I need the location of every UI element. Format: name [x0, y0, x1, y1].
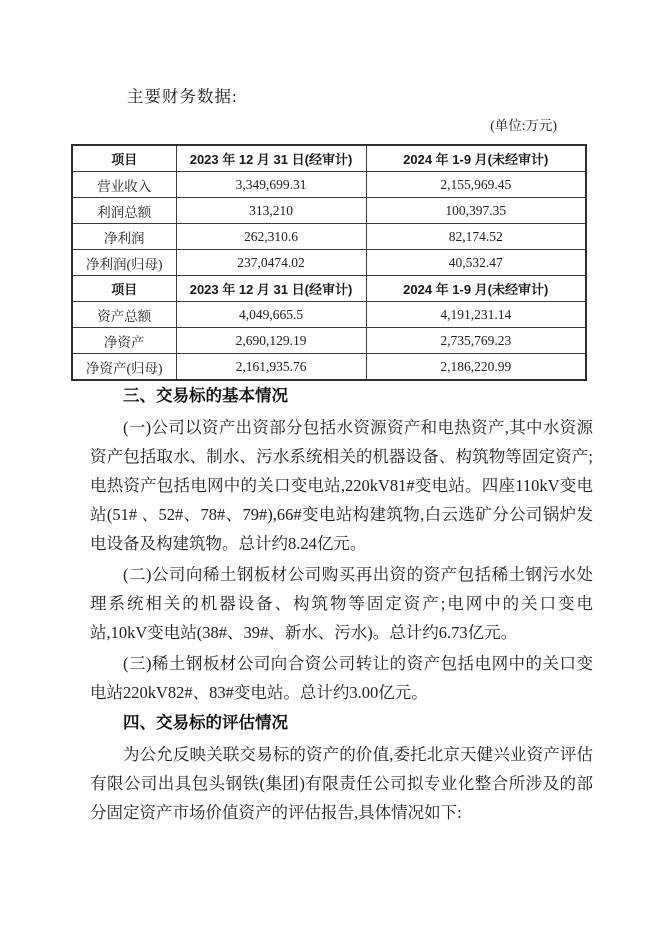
table-header-cell: 2024 年 1-9 月(未经审计)	[366, 276, 586, 302]
section-heading-3: 三、交易标的基本情况	[123, 387, 288, 405]
table-row	[72, 250, 586, 276]
paragraph: 为公允反映关联交易标的资产的价值,委托北京天健兴业资产评估有限公司出具包头钢铁(集团)有限责任公司拟专业化整合所涉及的部分固定资产市场价值资产的评估报告,具体情况如下:	[90, 745, 593, 822]
table-cell: 营业收入	[72, 172, 176, 198]
table-cell: 4,049,665.5	[176, 302, 366, 328]
table-row	[72, 198, 586, 224]
paragraph: (二)公司向稀土钢板材公司购买再出资的资产包括稀土钢污水处理系统相关的机器设备、构筑物等固定资产;电网中的关口变电站,10kV变电站(38#、39#、新水、污水)。总计约6.73亿元。	[90, 565, 593, 642]
paragraph: (一)公司以资产出资部分包括水资源资产和电热资产,其中水资源资产包括取水、制水、污水系统相关的机器设备、构筑物等固定资产;电热资产包括电网中的关口变电站,220kV81#变电站。四座110kV变电站(51# 、52#、78#、79#),66#变电站构建筑物,白云选矿分公司锅炉发电设备及构建筑物。总计约8.24亿元。	[90, 418, 593, 553]
table-cell: 净利润(归母)	[72, 250, 176, 276]
financial-table	[71, 144, 587, 381]
table-cell: 净利润	[72, 224, 176, 250]
unit-note: (单位:万元)	[490, 118, 557, 133]
table-header-row	[72, 145, 586, 172]
table-header-cell: 2023 年 12 月 31 日(经审计)	[176, 276, 366, 302]
table-cell: 净资产(归母)	[72, 354, 176, 381]
table-row	[72, 172, 586, 198]
table-row	[72, 328, 586, 354]
table-cell: 4,191,231.14	[366, 302, 586, 328]
table-header-cell: 2023 年 12 月 31 日(经审计)	[176, 145, 366, 172]
table-cell: 100,397.35	[366, 198, 586, 224]
table-cell: 净资产	[72, 328, 176, 354]
table-cell: 利润总额	[72, 198, 176, 224]
table-row	[72, 354, 586, 381]
table-header-cell: 项目	[72, 145, 176, 172]
section-heading-4: 四、交易标的评估情况	[123, 714, 288, 732]
table-header-row	[72, 276, 586, 302]
table-cell: 资产总额	[72, 302, 176, 328]
intro-label: 主要财务数据:	[127, 87, 238, 106]
table-cell: 262,310.6	[176, 224, 366, 250]
table-cell: 40,532.47	[366, 250, 586, 276]
table-header-cell: 项目	[72, 276, 176, 302]
table-cell: 313,210	[176, 198, 366, 224]
table-cell: 2,161,935.76	[176, 354, 366, 381]
table-cell: 3,349,699.31	[176, 172, 366, 198]
table-header-cell: 2024 年 1-9 月(未经审计)	[366, 145, 586, 172]
table-row	[72, 224, 586, 250]
table-cell: 2,735,769.23	[366, 328, 586, 354]
document-body	[90, 380, 593, 827]
table-cell: 2,186,220.99	[366, 354, 586, 381]
table-cell: 237,0474.02	[176, 250, 366, 276]
table-cell: 82,174.52	[366, 224, 586, 250]
table-row	[72, 302, 586, 328]
paragraph: (三)稀土钢板材公司向合资公司转让的资产包括电网中的关口变电站220kV82#、83#变电站。总计约3.00亿元。	[90, 654, 593, 702]
table-cell: 2,155,969.45	[366, 172, 586, 198]
table-cell: 2,690,129.19	[176, 328, 366, 354]
